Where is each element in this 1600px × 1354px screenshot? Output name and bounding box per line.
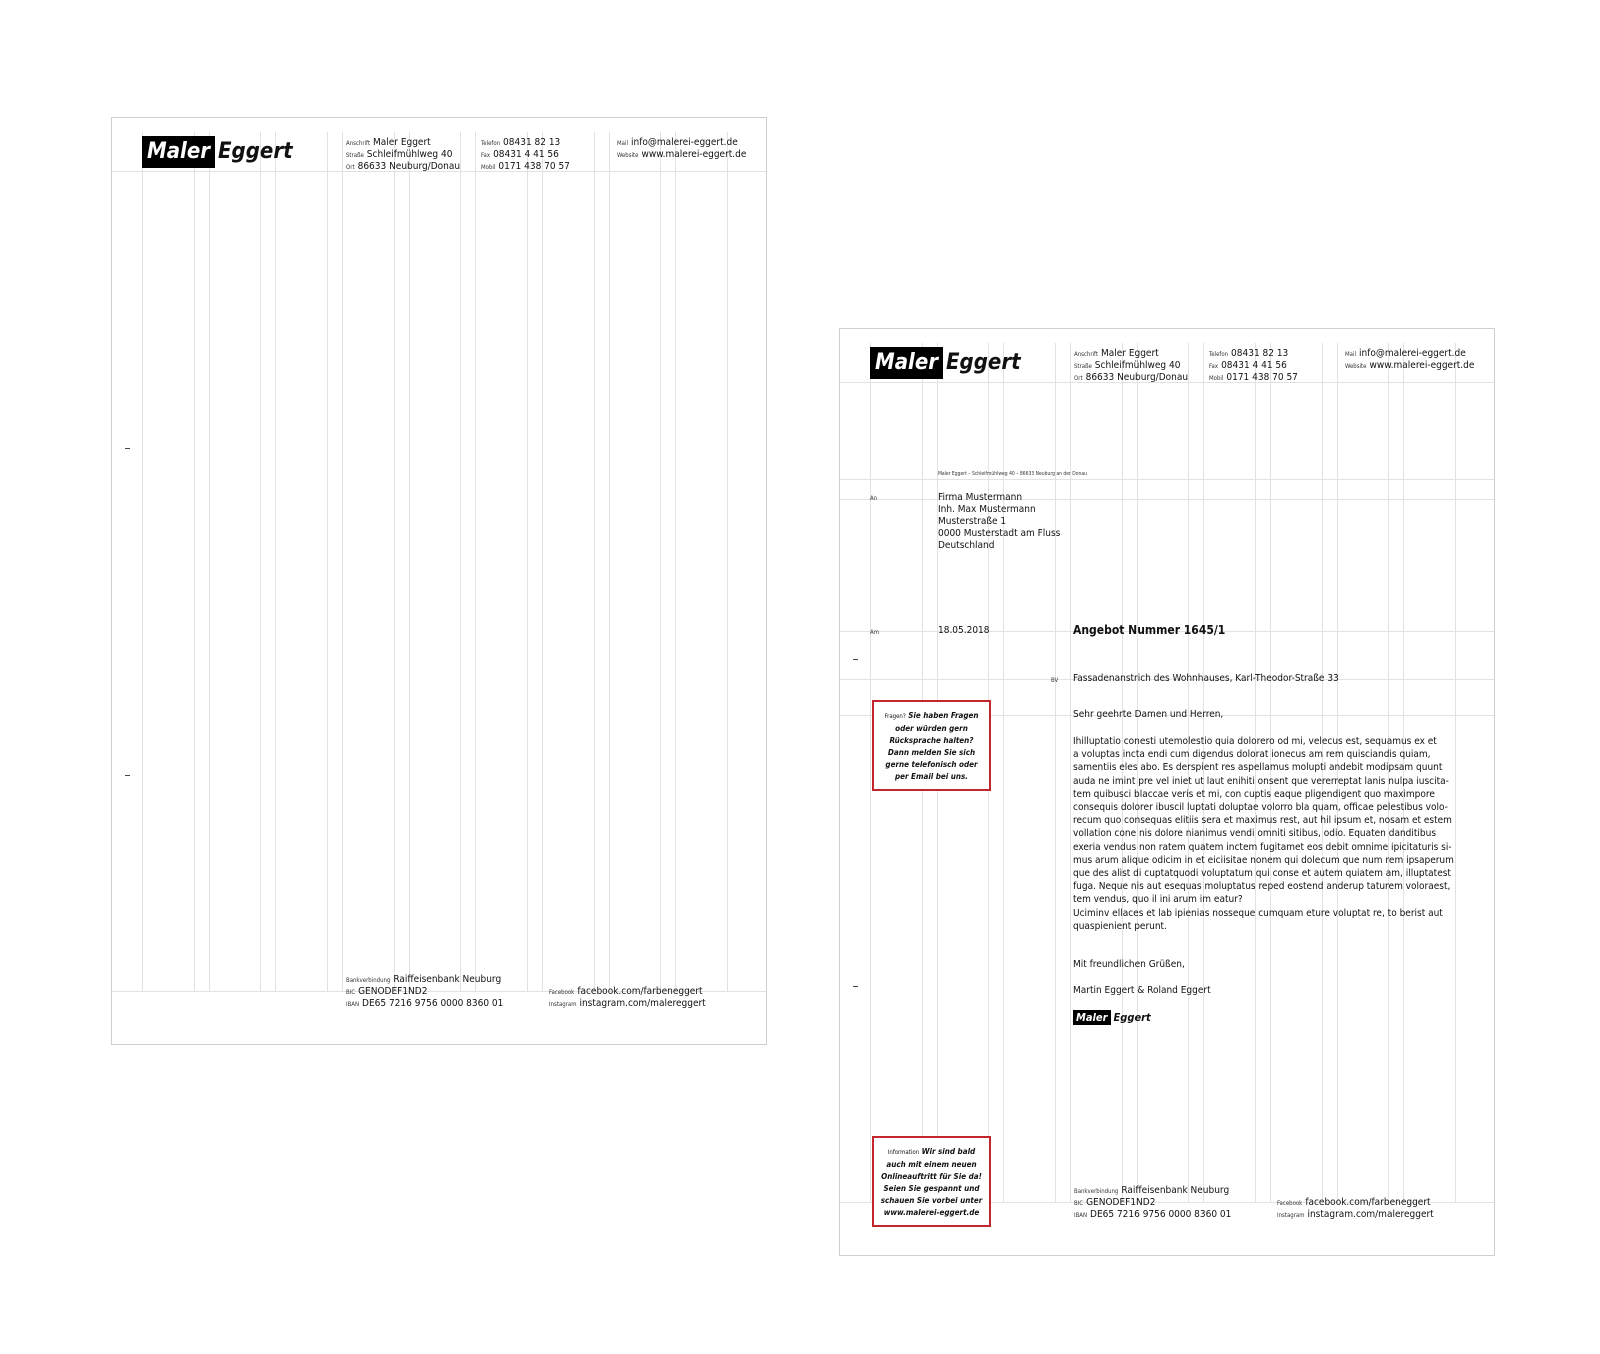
street-label: Straße <box>346 152 364 159</box>
grid-line <box>209 132 210 992</box>
brand-logo <box>142 136 293 168</box>
contact-phone-block <box>1209 345 1298 381</box>
body-line: Uciminv ellaces et lab ipienias nosseque cumquam eture voluptat re, to berist aut <box>1073 907 1443 919</box>
phone-label: Telefon <box>481 140 501 147</box>
contact-web-block <box>1345 345 1474 369</box>
grid-line <box>475 132 476 992</box>
salutation: Sehr geehrte Damen und Herren, <box>1073 709 1224 720</box>
contact-phone-block <box>481 134 570 170</box>
fold-mark <box>853 986 858 987</box>
bic-value: GENODEF1ND2 <box>358 986 428 997</box>
street-label: Straße <box>1074 363 1092 370</box>
fold-mark <box>125 775 130 776</box>
website-value: www.malerei-eggert.de <box>1369 360 1475 371</box>
bank-value: Raiffeisenbank Neuburg <box>1121 1185 1230 1196</box>
signatories: Martin Eggert & Roland Eggert <box>1073 985 1211 996</box>
recipient-line: Musterstraße 1 <box>938 516 1007 527</box>
phone-value: 08431 82 13 <box>1231 348 1289 359</box>
grid-line <box>394 132 395 992</box>
recipient-address <box>938 492 1060 552</box>
letterhead-template-page <box>111 117 767 1045</box>
address-value: Maler Eggert <box>1100 348 1159 359</box>
bic-label: BIC <box>1074 1200 1084 1207</box>
address-label: Anschrift <box>346 140 370 147</box>
logo-second-word: Eggert <box>1113 1011 1151 1024</box>
bic-value: GENODEF1ND2 <box>1086 1197 1156 1208</box>
body-line: auda ne imint pre vel iniet ut laut enihiti onsent que vererreptat lanis nulpa iuscita- <box>1073 775 1449 787</box>
grid-line <box>409 132 410 992</box>
grid-line <box>660 132 661 992</box>
body-line: que des alist di cuptatquodi voluptatum qui conse et autem quiatem am, illuptatest <box>1073 868 1451 880</box>
recipient-line: Deutschland <box>938 540 995 551</box>
fold-mark <box>125 448 130 449</box>
instagram-value: instagram.com/malereggert <box>579 998 706 1009</box>
body-line: exeria vendus non ratem quatem inctem fugitamet eos debit omnime ipicitaturis si- <box>1073 841 1452 853</box>
instagram-label: Instagram <box>1277 1212 1305 1219</box>
grid-line <box>342 132 343 992</box>
recipient-label: An <box>870 495 878 502</box>
mobile-value: 0171 438 70 57 <box>1226 372 1298 383</box>
website-label: Website <box>1345 363 1367 370</box>
logo-second-word: Eggert <box>218 139 293 164</box>
signature-logo <box>1073 1010 1151 1025</box>
body-line: consequis dolorer ibuscil luptati doluptae volorro bla quam, officae pelestibus volo- <box>1073 802 1448 814</box>
body-line: fuga. Neque nis aut esequas moluptatus reped eostend anderup taturem voloraest, <box>1073 881 1451 893</box>
grid-line <box>142 132 143 992</box>
grid-line <box>840 479 1495 480</box>
website-value: www.malerei-eggert.de <box>641 149 747 160</box>
sender-return-line: Maler Eggert – Schleifmühlweg 40 – 86633 Neuburg an der Donau <box>938 471 1087 477</box>
city-label: Ort <box>346 164 355 171</box>
letter-body <box>1073 735 1454 933</box>
footer-bank-block <box>1074 1182 1231 1218</box>
contact-web-block <box>617 134 746 158</box>
phone-label: Telefon <box>1209 351 1229 358</box>
body-line: vollation cone nis dolore nianimus vendi omniti sitibus, odio. Equaten danditibus <box>1073 828 1437 840</box>
instagram-label: Instagram <box>549 1001 577 1008</box>
facebook-value: facebook.com/farbeneggert <box>577 986 703 997</box>
grid-line <box>327 132 328 992</box>
footer-social-block <box>1277 1194 1434 1218</box>
footer-social-block <box>549 983 706 1007</box>
mobile-value: 0171 438 70 57 <box>498 161 570 172</box>
bank-label: Bankverbindung <box>1074 1188 1119 1195</box>
grid-line <box>542 132 543 992</box>
grid-line <box>275 132 276 992</box>
street-value: Schleifmühlweg 40 <box>366 149 453 160</box>
facebook-value: facebook.com/farbeneggert <box>1305 1197 1431 1208</box>
fax-label: Fax <box>481 152 491 159</box>
brand-logo <box>870 347 1021 379</box>
bank-value: Raiffeisenbank Neuburg <box>393 974 502 985</box>
closing: Mit freundlichen Grüßen, <box>1073 959 1185 970</box>
instagram-value: instagram.com/malereggert <box>1307 1209 1434 1220</box>
fold-mark <box>853 659 858 660</box>
body-line: Ihilluptatio conesti utemolestio quia dolorero od mi, velecus est, sequamus ex et <box>1073 736 1437 747</box>
phone-value: 08431 82 13 <box>503 137 561 148</box>
recipient-line: 0000 Musterstadt am Fluss <box>938 528 1061 539</box>
body-line: mus arum alique odicim in et eiciisitae nonem qui dolecum que num rem ipsaperum <box>1073 854 1454 866</box>
info-box-label: Fragen? <box>884 713 906 720</box>
city-label: Ort <box>1074 375 1083 382</box>
letter-subject: Angebot Nummer 1645/1 <box>1073 623 1226 637</box>
info-box-text: Wir sind bald auch mit einem neuen Onlineauftritt für Sie da! Seien Sie gespannt und schauen Sie vorbei unter www.malerei-eggert.de <box>880 1147 983 1217</box>
letter-date: 18.05.2018 <box>938 625 990 636</box>
grid-line <box>870 343 871 1203</box>
logo-first-word: Maler <box>142 136 215 168</box>
mail-label: Mail <box>1345 351 1356 358</box>
grid-line <box>727 132 728 992</box>
bic-label: BIC <box>346 989 356 996</box>
bv-label: BV <box>1051 677 1059 684</box>
mail-value: info@malerei-eggert.de <box>630 137 738 148</box>
address-value: Maler Eggert <box>372 137 431 148</box>
fax-value: 08431 4 41 56 <box>493 149 559 160</box>
iban-value: DE65 7216 9756 0000 8360 01 <box>362 998 504 1009</box>
grid-line <box>194 132 195 992</box>
grid-line <box>460 132 461 992</box>
body-line: recum quo consequas elitiis sera et maximus rest, aut hil ipsum et, nosam et estem <box>1073 815 1452 827</box>
city-value: 86633 Neuburg/Donau <box>1085 372 1189 383</box>
logo-first-word: Maler <box>870 347 943 379</box>
recipient-line: Firma Mustermann <box>938 492 1023 503</box>
iban-value: DE65 7216 9756 0000 8360 01 <box>1090 1209 1232 1220</box>
mail-value: info@malerei-eggert.de <box>1358 348 1466 359</box>
grid-line <box>260 132 261 992</box>
footer-bank-block <box>346 971 503 1007</box>
logo-first-word: Maler <box>1073 1010 1111 1025</box>
grid-line <box>675 132 676 992</box>
fax-label: Fax <box>1209 363 1219 370</box>
mobile-label: Mobil <box>481 164 496 171</box>
website-label: Website <box>617 152 639 159</box>
date-label: Am <box>870 629 879 636</box>
street-value: Schleifmühlweg 40 <box>1094 360 1181 371</box>
logo-second-word: Eggert <box>946 350 1021 375</box>
grid-line <box>1455 343 1456 1203</box>
city-value: 86633 Neuburg/Donau <box>357 161 461 172</box>
grid-line <box>527 132 528 992</box>
facebook-label: Facebook <box>1277 1200 1303 1207</box>
body-line: tem quibusci blaccae veris et mi, con cuptis eaque pligendigent quo maximpore <box>1073 788 1435 800</box>
grid-line <box>609 132 610 992</box>
info-box-information <box>872 1136 991 1227</box>
mobile-label: Mobil <box>1209 375 1224 382</box>
mail-label: Mail <box>617 140 628 147</box>
iban-label: IBAN <box>1074 1212 1088 1219</box>
iban-label: IBAN <box>346 1001 360 1008</box>
body-line: quaspienient perunt. <box>1073 920 1167 932</box>
contact-address-block <box>1074 345 1188 381</box>
body-line: samentiis eles abo. Es derspient res aspellamus molupti andebit modipsam quunt <box>1073 762 1443 774</box>
contact-address-block <box>346 134 460 170</box>
bv-value: Fassadenanstrich des Wohnhauses, Karl-Theodor-Straße 33 <box>1073 673 1339 684</box>
grid-line <box>594 132 595 992</box>
offer-letter-page <box>839 328 1495 1256</box>
body-line: a voluptas incta endi cum digendus dolorat ionecus am rem quisciandis quiam, <box>1073 749 1431 761</box>
info-box-text: Sie haben Fragen oder würden gern Rücksprache halten? Dann melden Sie sich gerne telefonisch oder per Email bei uns. <box>885 711 979 781</box>
facebook-label: Facebook <box>549 989 575 996</box>
body-line: tem vendus, quo il ini arum im eatur? <box>1073 894 1243 906</box>
recipient-line: Inh. Max Mustermann <box>938 504 1036 515</box>
info-box-label: Information <box>887 1149 920 1156</box>
info-box-questions <box>872 700 991 791</box>
bank-label: Bankverbindung <box>346 977 391 984</box>
address-label: Anschrift <box>1074 351 1098 358</box>
fax-value: 08431 4 41 56 <box>1221 360 1287 371</box>
